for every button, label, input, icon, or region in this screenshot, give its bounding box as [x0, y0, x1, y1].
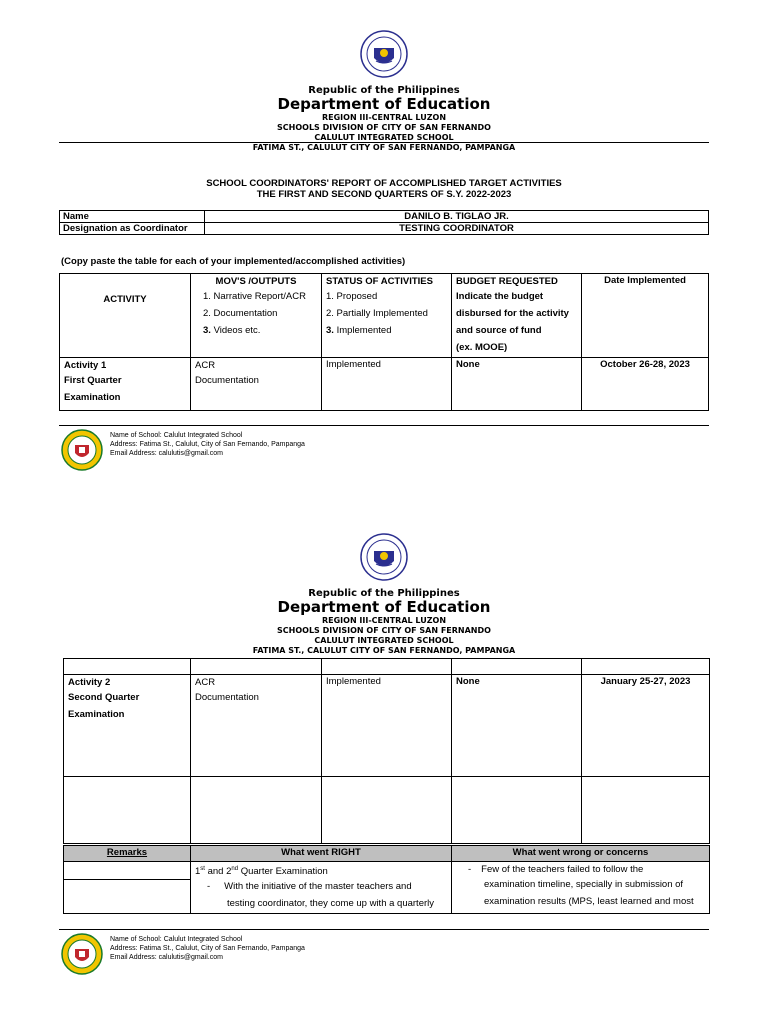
movs-item-number: 3.	[203, 325, 211, 336]
activity-line: Second Quarter	[68, 692, 140, 703]
budget-cell: None	[452, 675, 582, 777]
budget-header-cell	[452, 274, 582, 358]
movs-cell	[191, 675, 322, 777]
movs-item: Videos etc.	[210, 325, 261, 336]
school-text: CALULUT INTEGRATED SCHOOL	[314, 636, 454, 645]
footer-info	[110, 935, 305, 962]
activities-table-1	[59, 273, 709, 411]
page-2	[0, 500, 768, 1024]
footer-email: Email Address: calulutis@gmail.com	[110, 450, 223, 457]
table-row	[64, 659, 710, 675]
department-text: Department of Education	[277, 95, 491, 113]
movs-line: ACR	[195, 677, 216, 688]
letterhead	[0, 30, 768, 153]
region-text: REGION III-CENTRAL LUZON	[321, 616, 447, 625]
copy-paste-note: (Copy paste the table for each of your implemented/accomplished activities)	[61, 256, 406, 267]
remarks-table	[63, 845, 710, 914]
right-header: What went RIGHT	[191, 846, 452, 862]
empty-cell	[64, 880, 191, 914]
coordinator-info-table	[59, 210, 709, 235]
empty-cell	[322, 777, 452, 844]
activity-line: Activity 1	[64, 360, 107, 371]
deped-seal-icon	[360, 533, 408, 581]
empty-cell	[64, 777, 191, 844]
bullet-dash: -	[207, 881, 211, 893]
activity-cell	[64, 675, 191, 777]
address-text: FATIMA ST., CALULUT CITY OF SAN FERNANDO, PAMPANGA	[252, 646, 516, 655]
name-label: Name	[60, 211, 205, 223]
activity-line: First Quarter	[64, 375, 122, 386]
empty-cell	[582, 659, 710, 675]
footer-address: Address: Fatima St., Calulut, City of San Fernando, Pampanga	[110, 945, 305, 952]
activity-line: Examination	[68, 709, 125, 720]
footer-email: Email Address: calulutis@gmail.com	[110, 954, 223, 961]
right-title-text: and 2	[204, 866, 232, 878]
deped-seal-icon	[360, 30, 408, 78]
header-divider	[59, 142, 709, 143]
right-title-sup: nd	[231, 866, 239, 872]
wrong-line: examination results (MPS, least learned and most	[484, 896, 694, 907]
empty-cell	[452, 659, 582, 675]
date-cell: January 25-27, 2023	[582, 675, 710, 777]
letterhead	[0, 533, 768, 656]
date-cell: October 26-28, 2023	[582, 358, 709, 411]
movs-line: Documentation	[195, 692, 259, 703]
division-text: SCHOOLS DIVISION OF CITY OF SAN FERNANDO	[277, 123, 491, 132]
table-row	[64, 675, 710, 777]
budget-desc: and source of fund	[456, 325, 542, 336]
department-text: Department of Education	[277, 598, 491, 616]
status-item: 1. Proposed	[326, 291, 378, 302]
school-logo-icon	[61, 933, 103, 975]
footer-address: Address: Fatima St., Calulut, City of San Fernando, Pampanga	[110, 441, 305, 448]
footer-info	[110, 431, 305, 458]
address-text: FATIMA ST., CALULUT CITY OF SAN FERNANDO, PAMPANGA	[252, 143, 516, 152]
movs-line: Documentation	[195, 375, 259, 386]
footer-school-name: Name of School: Calulut Integrated School	[110, 936, 243, 943]
name-value: DANILO B. TIGLAO JR.	[205, 211, 709, 223]
republic-text: Republic of the Philippines	[308, 85, 460, 96]
budget-desc: Indicate the budget	[456, 291, 544, 302]
empty-cell	[452, 777, 582, 844]
budget-desc: (ex. MOOE)	[456, 342, 508, 353]
footer-school-name: Name of School: Calulut Integrated School	[110, 432, 243, 439]
wrong-line: examination timeline, specially in submission of	[484, 879, 684, 890]
what-went-wrong-cell	[452, 862, 710, 914]
report-title-line2: THE FIRST AND SECOND QUARTERS OF S.Y. 2022-2023	[256, 189, 512, 200]
movs-header: MOV'S /OUTPUTS	[215, 276, 297, 287]
footer	[59, 425, 709, 476]
budget-cell: None	[452, 358, 582, 411]
status-item: 2. Partially Implemented	[326, 308, 428, 319]
activities-table-2	[63, 658, 710, 844]
designation-label: Designation as Coordinator	[60, 223, 205, 235]
status-cell: Implemented	[322, 358, 452, 411]
activity-line: Examination	[64, 392, 121, 403]
right-line: With the initiative of the master teachers and	[224, 881, 412, 893]
empty-cell	[191, 659, 322, 675]
region-text: REGION III-CENTRAL LUZON	[321, 113, 447, 122]
empty-cell	[64, 862, 191, 880]
wrong-header: What went wrong or concerns	[452, 846, 710, 862]
right-title	[195, 863, 447, 878]
empty-cell	[582, 777, 710, 844]
right-title-sup: st	[200, 866, 205, 872]
empty-cell	[191, 777, 322, 844]
footer	[59, 929, 709, 980]
division-text: SCHOOLS DIVISION OF CITY OF SAN FERNANDO	[277, 626, 491, 635]
movs-line: ACR	[195, 360, 216, 371]
status-item: Implemented	[333, 325, 392, 336]
table-row	[64, 777, 710, 844]
republic-text: Republic of the Philippines	[308, 588, 460, 599]
table-row	[60, 358, 709, 411]
status-header: STATUS OF ACTIVITIES	[326, 276, 433, 287]
movs-cell	[191, 358, 322, 411]
activity-header: ACTIVITY	[60, 274, 191, 358]
movs-header-cell	[191, 274, 322, 358]
status-header-cell	[322, 274, 452, 358]
right-title-text: 1	[195, 866, 201, 878]
activity-cell	[60, 358, 191, 411]
school-text: CALULUT INTEGRATED SCHOOL	[314, 133, 454, 142]
wrong-line: Few of the teachers failed to follow the	[481, 864, 644, 875]
empty-cell	[322, 659, 452, 675]
what-went-right-cell	[191, 862, 452, 914]
report-title-line1: SCHOOL COORDINATORS' REPORT OF ACCOMPLISHED TARGET ACTIVITIES	[206, 178, 562, 189]
status-cell: Implemented	[322, 675, 452, 777]
date-header: Date Implemented	[582, 274, 709, 358]
movs-item: 1. Narrative Report/ACR	[203, 291, 306, 302]
page-1	[0, 0, 768, 510]
empty-cell	[64, 659, 191, 675]
right-title-text: Quarter Examination	[238, 866, 328, 878]
school-logo-icon	[61, 429, 103, 471]
right-line: testing coordinator, they come up with a quarterly	[227, 898, 435, 910]
status-item-number: 3.	[326, 325, 334, 336]
budget-desc: disbursed for the activity	[456, 308, 569, 319]
activity-line: Activity 2	[68, 677, 111, 688]
bullet-dash: -	[468, 864, 472, 875]
budget-header: BUDGET REQUESTED	[456, 276, 558, 287]
remarks-label: Remarks	[64, 846, 191, 862]
movs-item: 2. Documentation	[203, 308, 278, 319]
designation-value: TESTING COORDINATOR	[205, 223, 709, 235]
